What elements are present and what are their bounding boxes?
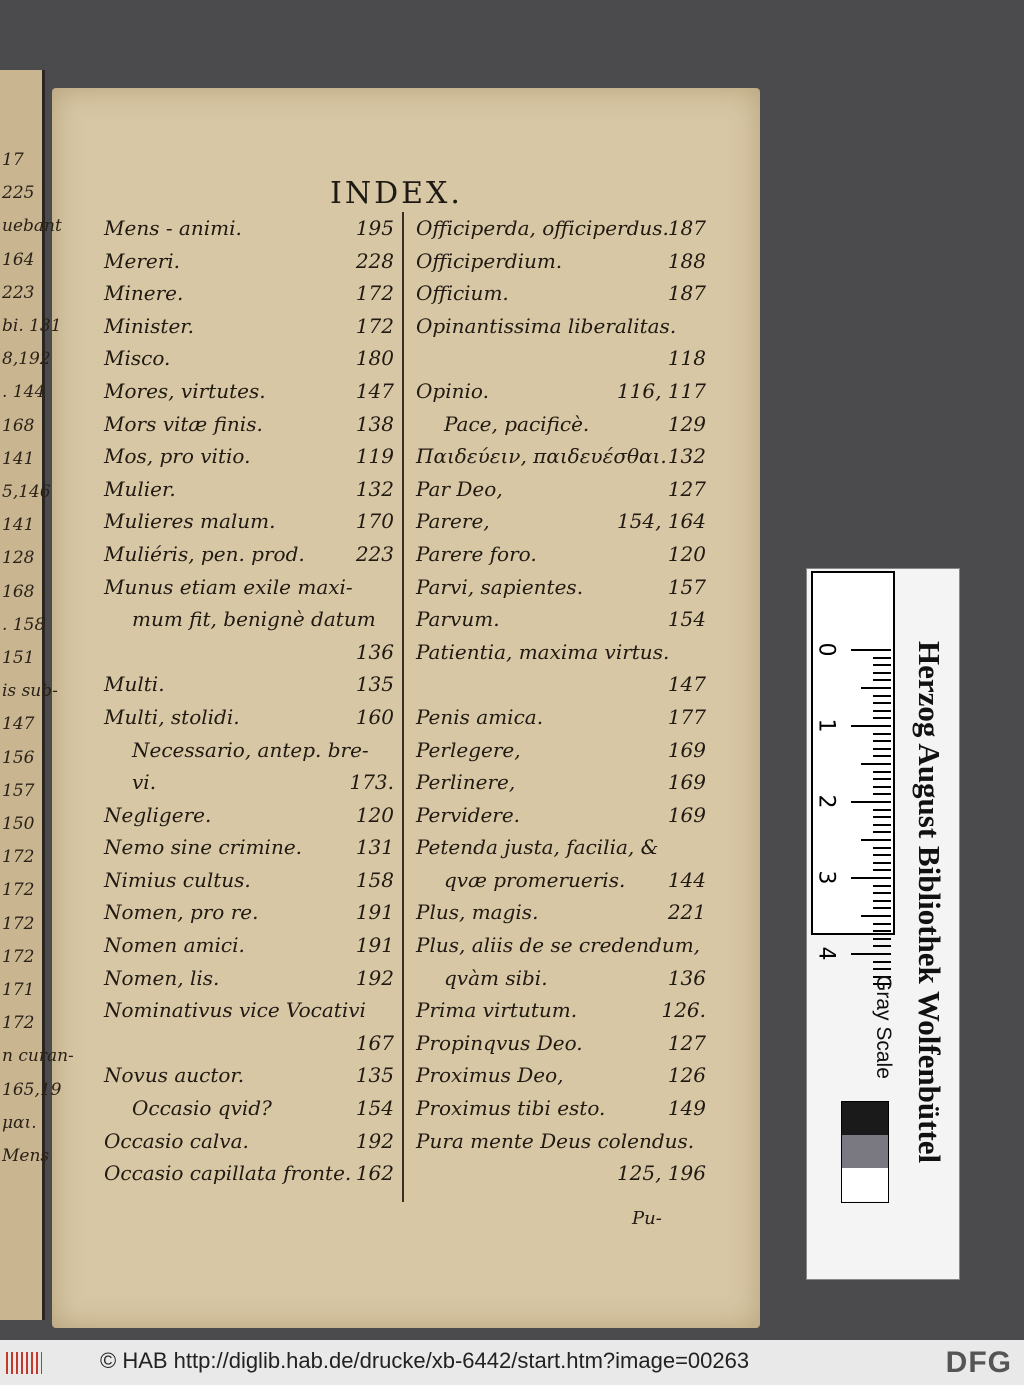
ruler-tick	[873, 702, 891, 704]
ruler-tick	[873, 710, 891, 712]
previous-page-fragment: 8,192	[2, 349, 51, 370]
dfg-logo: DFG	[945, 1346, 1012, 1379]
index-term: Mos, pro vitio.	[104, 444, 251, 469]
ruler-tick	[873, 809, 891, 811]
index-entry	[104, 212, 394, 245]
index-term: Mulier.	[104, 476, 176, 501]
index-page-number: 125, 196	[616, 1161, 706, 1186]
ruler-tick	[873, 717, 891, 719]
index-term: mum fit, benignè datum	[132, 607, 376, 632]
index-term: Penis amica.	[416, 704, 544, 729]
ruler-tick	[873, 831, 891, 833]
index-term: Officiperdium.	[416, 248, 563, 273]
index-term: vi.	[132, 770, 157, 795]
index-term: Opinio.	[416, 378, 489, 403]
ruler-tick	[873, 869, 891, 871]
ruler-number: 2	[813, 794, 839, 809]
index-term: Prima virtutum.	[416, 998, 578, 1023]
index-term: Novus auctor.	[104, 1063, 245, 1088]
index-page-number: 127	[667, 476, 706, 501]
previous-page-fragment: . 144	[2, 382, 46, 403]
index-term: Patientia, maxima virtus.	[416, 639, 670, 664]
index-entry	[416, 603, 706, 636]
index-term: Pace, pacificè.	[444, 411, 590, 436]
index-page-number: 188	[667, 248, 706, 273]
previous-page-fragment: 141	[2, 515, 35, 536]
previous-page-fragment: 150	[2, 814, 35, 834]
index-page-number: 228	[355, 248, 394, 273]
previous-page-fragment: uebant	[2, 216, 62, 237]
index-entry	[416, 342, 706, 375]
previous-page-fragment: 164	[2, 249, 35, 270]
index-term: Parvum.	[416, 607, 500, 632]
index-page-number: 120	[667, 541, 706, 566]
index-entry	[416, 1125, 706, 1158]
index-page-number: 169	[667, 770, 706, 795]
ruler-tick	[873, 786, 891, 788]
index-term: Proximus Deo,	[416, 1063, 564, 1088]
index-term: Parere,	[416, 509, 490, 534]
index-entry	[104, 896, 394, 929]
index-page-number: 132	[355, 476, 394, 501]
index-page-number: 116, 117	[616, 378, 706, 403]
index-entry	[416, 1059, 706, 1092]
index-term: Παιδεύειν, παιδευέσθαι.	[416, 444, 667, 469]
index-term: Minister.	[104, 313, 195, 338]
previous-page-fragment: is sub-	[2, 681, 58, 702]
index-page-number: 191	[355, 900, 394, 925]
ruler-tick	[851, 801, 891, 803]
index-page-number: 154	[355, 1096, 394, 1121]
index-page-number: 169	[667, 737, 706, 762]
copyright-link[interactable]: © HAB http://diglib.hab.de/drucke/xb-6442/start.htm?image=00263	[100, 1348, 750, 1373]
previous-page-fragment: 17	[2, 150, 24, 170]
index-page-number: 157	[667, 574, 706, 599]
previous-page-fragment: 141	[2, 448, 35, 469]
index-page-number: 154	[667, 607, 706, 632]
gray-swatch	[842, 1135, 888, 1168]
index-page-number: 118	[667, 346, 706, 371]
index-entry	[416, 799, 706, 832]
index-page-number: 177	[667, 704, 706, 729]
ruler-tick	[873, 900, 891, 902]
index-term: Occasio capillata fronte.	[104, 1161, 352, 1186]
previous-page-fragment: 172	[2, 946, 35, 967]
index-entry	[104, 701, 394, 734]
index-term: Proximus tibi esto.	[416, 1096, 606, 1121]
index-entry	[416, 538, 706, 571]
index-entry	[416, 375, 706, 408]
index-page-number: 132	[667, 444, 706, 469]
ruler	[811, 571, 895, 961]
index-term: Pervidere.	[416, 802, 521, 827]
ruler-tick	[873, 923, 891, 925]
ruler-tick	[873, 778, 891, 780]
previous-page-fragment: . 158	[2, 614, 46, 635]
index-term: Misco.	[104, 346, 171, 371]
index-entry	[104, 994, 394, 1027]
index-page-number: 154, 164	[616, 509, 706, 534]
previous-page-fragment: 147	[2, 714, 35, 735]
previous-page-fragment: 168	[2, 415, 35, 436]
index-page-number: 136	[355, 639, 394, 664]
index-entry	[416, 831, 706, 864]
index-term: Nomen, pro re.	[104, 900, 259, 925]
index-page-number: 187	[667, 281, 706, 306]
index-term: Necessario, antep. bre-	[132, 737, 369, 762]
ruler-tick	[873, 938, 891, 940]
index-page-number: 173.	[349, 770, 394, 795]
index-entry	[104, 734, 394, 767]
index-term: Muliéris, pen. prod.	[104, 541, 305, 566]
gray-swatches	[841, 1101, 889, 1203]
index-term: Opinantissima liberalitas.	[416, 313, 677, 338]
previous-page-fragment: 172	[2, 913, 35, 934]
ruler-tick	[851, 725, 891, 727]
ruler-tick	[873, 740, 891, 742]
index-term: Mores, virtutes.	[104, 378, 266, 403]
index-column-right	[416, 212, 706, 1190]
index-entry	[104, 799, 394, 832]
index-page-number: 131	[355, 835, 394, 860]
index-term: Par Deo,	[416, 476, 503, 501]
index-entry	[104, 473, 394, 506]
ruler-tick	[873, 748, 891, 750]
ruler-tick	[873, 657, 891, 659]
index-entry	[416, 636, 706, 669]
ruler-number: 4	[813, 946, 839, 961]
index-term: Perlinere,	[416, 770, 516, 795]
index-entry	[416, 571, 706, 604]
previous-page-fragment: 151	[2, 648, 35, 668]
ruler-tick	[873, 816, 891, 818]
index-term: Multi, stolidi.	[104, 704, 240, 729]
index-term: Multi.	[104, 672, 165, 697]
color-scale-card	[806, 568, 960, 1280]
index-page-number: 158	[355, 867, 394, 892]
index-term: qvàm sibi.	[444, 965, 548, 990]
index-entry	[104, 1027, 394, 1060]
previous-page-fragment: 128	[2, 548, 35, 569]
previous-page-fragment: 172	[2, 847, 35, 868]
ruler-tick	[873, 961, 891, 963]
index-page-number: 149	[667, 1096, 706, 1121]
index-page-number: 191	[355, 933, 394, 958]
ruler-number: 1	[813, 718, 839, 733]
index-entry	[104, 538, 394, 571]
ruler-tick	[873, 945, 891, 947]
index-entry	[104, 1059, 394, 1092]
gray-swatch	[842, 1168, 888, 1201]
index-entry	[416, 1027, 706, 1060]
ruler-tick	[873, 733, 891, 735]
index-entry	[104, 245, 394, 278]
previous-page-fragment: n curan-	[2, 1046, 74, 1067]
ruler-tick	[861, 687, 891, 689]
index-entry	[416, 212, 706, 245]
index-term: Nemo sine crimine.	[104, 835, 303, 860]
ruler-tick	[873, 679, 891, 681]
index-entry	[104, 571, 394, 604]
index-term: Mors vitæ finis.	[104, 411, 263, 436]
ruler-tick	[873, 771, 891, 773]
index-page-number: 192	[355, 1128, 394, 1153]
ruler-tick	[873, 968, 891, 970]
ruler-tick	[873, 664, 891, 666]
index-page-number: 162	[355, 1161, 394, 1186]
catchword: Pu-	[632, 1208, 662, 1229]
index-term: Nomen amici.	[104, 933, 245, 958]
ruler-tick	[873, 892, 891, 894]
previous-page-fragment: bi. 131	[2, 316, 62, 336]
index-page-number: 126.	[661, 998, 706, 1023]
index-page-number: 169	[667, 802, 706, 827]
ruler-tick	[873, 930, 891, 932]
index-page-number: 120	[355, 802, 394, 827]
index-entry	[104, 831, 394, 864]
index-term: Minere.	[104, 281, 184, 306]
index-term: Propinqvus Deo.	[416, 1030, 583, 1055]
ruler-tick	[851, 649, 891, 651]
index-page-number: 136	[667, 965, 706, 990]
index-page-number: 135	[355, 1063, 394, 1088]
index-term: Occasio qvid?	[132, 1096, 272, 1121]
index-page-number: 126	[667, 1063, 706, 1088]
previous-page-fragment: 172	[2, 880, 35, 901]
index-entry	[416, 505, 706, 538]
index-page-number: 167	[355, 1030, 394, 1055]
previous-page-fragment: 5,146	[2, 482, 51, 502]
index-page-number: 223	[355, 541, 394, 566]
index-page-number: 135	[355, 672, 394, 697]
ruler-number: 3	[813, 870, 839, 885]
gray-swatch	[842, 1102, 888, 1135]
ruler-tick	[873, 672, 891, 674]
ruler-tick	[873, 885, 891, 887]
column-divider	[402, 212, 404, 1202]
ruler-tick	[873, 862, 891, 864]
index-page-number: 172	[355, 313, 394, 338]
previous-page-fragment: 156	[2, 747, 35, 768]
index-term: Mereri.	[104, 248, 181, 273]
previous-page-fragment: 172	[2, 1013, 35, 1034]
index-term: Officiperda, officiperdus.	[416, 216, 669, 240]
index-term: Mulieres malum.	[104, 509, 276, 534]
index-page-number: 172	[355, 281, 394, 306]
index-term: qvæ promerueris.	[444, 867, 626, 892]
ruler-tick	[873, 755, 891, 757]
index-entry	[416, 896, 706, 929]
index-term: Perlegere,	[416, 737, 521, 762]
index-entry	[416, 929, 706, 962]
index-page-number: 127	[667, 1030, 706, 1055]
previous-page-fragment: 168	[2, 581, 35, 602]
index-page-number: 138	[355, 411, 394, 436]
hab-logo-icon	[6, 1352, 42, 1374]
index-term: Pura mente Deus colendus.	[416, 1128, 695, 1153]
ruler-tick	[851, 877, 891, 879]
index-page-number: 119	[355, 444, 394, 469]
index-entry	[416, 734, 706, 767]
index-column-left	[104, 212, 394, 1190]
index-entry	[416, 1157, 706, 1190]
page-title: INDEX.	[330, 176, 463, 211]
index-entry	[416, 1092, 706, 1125]
index-term: Nominativus vice Vocativi	[104, 998, 366, 1023]
index-term: Plus, aliis de se credendum,	[416, 933, 701, 958]
ruler-tick	[851, 953, 891, 955]
previous-page-fragment: 225	[2, 183, 35, 204]
index-term: Parvi, sapientes.	[416, 574, 584, 599]
index-term: Mens - animi.	[104, 216, 242, 240]
index-page-number: 160	[355, 704, 394, 729]
ruler-number: 0	[813, 642, 839, 657]
index-entry	[104, 342, 394, 375]
ruler-tick	[873, 907, 891, 909]
ruler-tick	[873, 695, 891, 697]
index-entry	[104, 929, 394, 962]
index-term: Negligere.	[104, 802, 212, 827]
index-entry	[104, 668, 394, 701]
index-entry	[104, 962, 394, 995]
index-entry	[104, 864, 394, 897]
index-term: Petenda justa, facilia, &	[416, 835, 659, 860]
index-term: Plus, magis.	[416, 900, 539, 925]
index-entry	[104, 440, 394, 473]
index-entry	[104, 603, 394, 636]
viewer-footer	[0, 1340, 1024, 1385]
previous-page-fragment: 157	[2, 780, 35, 801]
index-entry	[416, 440, 706, 473]
index-term: Nomen, lis.	[104, 965, 220, 990]
index-entry	[416, 766, 706, 799]
index-entry	[416, 962, 706, 995]
ruler-tick	[861, 763, 891, 765]
index-entry	[104, 1125, 394, 1158]
index-term: Parere foro.	[416, 541, 537, 566]
index-entry	[104, 277, 394, 310]
previous-page-fragment: 171	[2, 980, 35, 1000]
index-term: Nimius cultus.	[104, 867, 251, 892]
ruler-tick	[861, 915, 891, 917]
ruler-tick	[873, 824, 891, 826]
institution-name: Herzog August Bibliothek Wolfenbüttel	[912, 641, 947, 1164]
index-page-number: 221	[667, 900, 706, 925]
index-entry	[416, 473, 706, 506]
index-page-number: 192	[355, 965, 394, 990]
index-entry	[104, 310, 394, 343]
index-term: Officium.	[416, 281, 509, 306]
index-entry	[104, 766, 394, 799]
index-term: Munus etiam exile maxi-	[104, 574, 353, 599]
index-entry	[104, 408, 394, 441]
index-entry	[416, 408, 706, 441]
ruler-tick	[873, 847, 891, 849]
index-page-number: 170	[355, 509, 394, 534]
index-page-number: 129	[667, 411, 706, 436]
gray-scale-label: Gray Scale	[872, 975, 895, 1079]
index-entry	[416, 701, 706, 734]
index-entry	[104, 1092, 394, 1125]
index-entry	[416, 864, 706, 897]
index-term: Occasio calva.	[104, 1128, 249, 1153]
index-entry	[416, 310, 706, 343]
previous-page-fragment: 165,19	[2, 1079, 62, 1100]
previous-page-fragment: Mens	[2, 1146, 50, 1166]
index-page-number: 187	[667, 216, 706, 240]
index-page-number: 147	[355, 378, 394, 403]
index-page-number: 195	[355, 216, 394, 240]
ruler-tick	[873, 793, 891, 795]
index-page-number: 147	[667, 672, 706, 697]
index-entry	[416, 277, 706, 310]
index-page-number: 180	[355, 346, 394, 371]
index-entry	[416, 668, 706, 701]
index-entry	[416, 994, 706, 1027]
previous-page-fragment: μαι.	[2, 1112, 37, 1133]
index-entry	[104, 505, 394, 538]
index-page-number: 144	[667, 867, 706, 892]
previous-page-fragment: 223	[2, 282, 35, 303]
ruler-tick	[861, 839, 891, 841]
index-entry	[104, 636, 394, 669]
ruler-tick	[873, 854, 891, 856]
index-entry	[104, 375, 394, 408]
index-entry	[416, 245, 706, 278]
index-entry	[104, 1157, 394, 1190]
